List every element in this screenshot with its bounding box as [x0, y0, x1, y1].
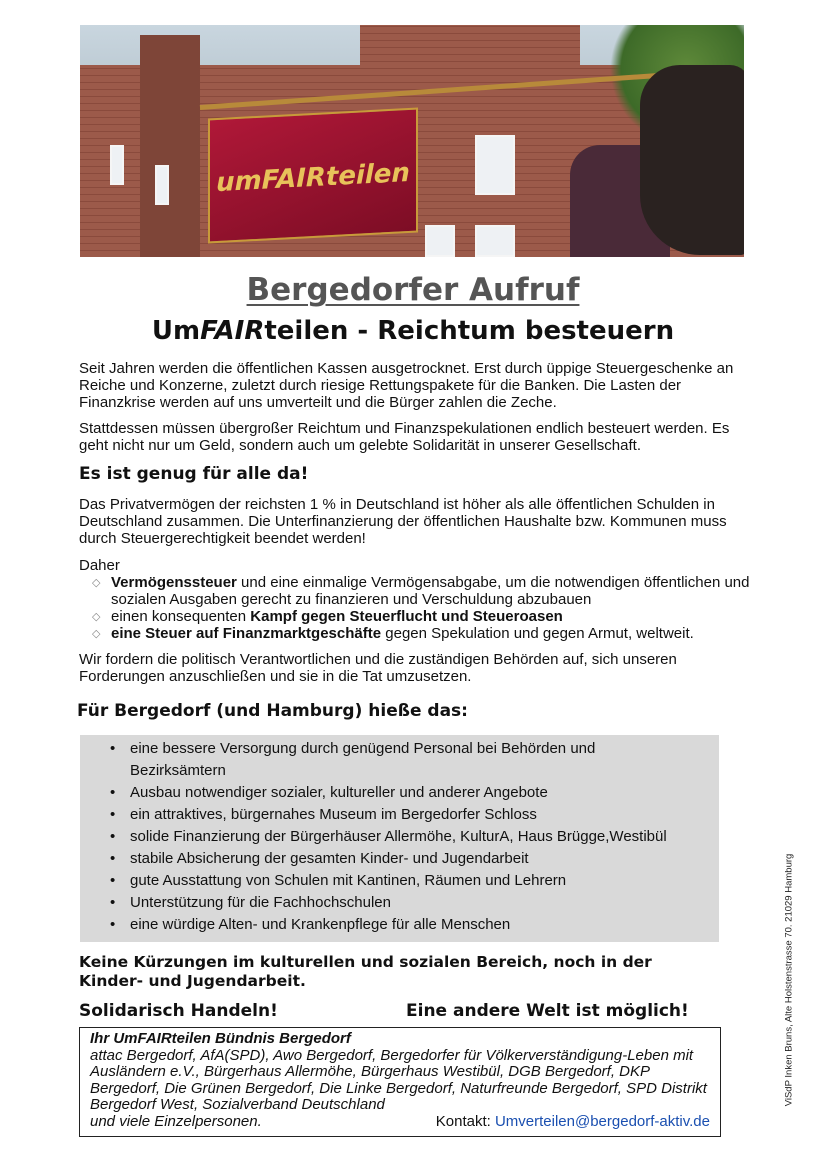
imprint-text: ViSdP Inken Bruns, Alte Holstenstrasse 70. 21029 Hamburg: [783, 853, 795, 1107]
alliance-box: [79, 1027, 721, 1137]
local-demands-list: [80, 735, 719, 942]
list-item: • stabile Absicherung der gesamten Kinder- und Jugendarbeit: [110, 848, 719, 870]
alliance-title: Ihr UmFAIRteilen Bündnis Bergedorf: [90, 1030, 351, 1047]
heading-bergedorf: Für Bergedorf (und Hamburg) hieße das:: [77, 701, 468, 721]
list-item: • ein attraktives, bürgernahes Museum im Bergedorfer Schloss: [110, 804, 719, 826]
demand-item: ◇ eine Steuer auf Finanzmarktgeschäfte gegen Spekulation und gegen Armut, weltweit.: [79, 625, 759, 642]
paragraph-privatvermoegen: Das Privatvermögen der reichsten 1 % in Deutschland ist höher als alle öffentlichen Schulden in Deutschland zusammen. Die Unterfinanzierung der öffentlichen Haushalte bzw. Kommunen muss durch Steuergerechtigkeit beendet werden!: [79, 496, 727, 547]
list-item: • gute Ausstattung von Schulen mit Kantinen, Räumen und Lehrern: [110, 870, 719, 892]
list-item: • eine bessere Versorgung durch genügend Personal bei Behörden und Bezirksämtern: [110, 738, 719, 782]
horse-image: [640, 65, 744, 255]
demands-section: [79, 557, 759, 642]
list-item: • solide Finanzierung der Bürgerhäuser Allermöhe, KulturA, Haus Brügge,Westibül: [110, 826, 719, 848]
intro-paragraph-1: Seit Jahren werden die öffentlichen Kassen ausgetrocknet. Erst durch üppige Steuergeschenke an Reiche und Konzerne, zuletzt durch riesige Rettungspakete für die Banken. Die Lasten der Finanzkrise werden auf uns umverteilt und die Bürger zahlen die Zeche.: [79, 360, 734, 411]
subtitle: UmFAIRteilen - Reichtum besteuern: [151, 316, 675, 346]
daher-label: Daher: [79, 557, 120, 574]
header-photo: [80, 25, 744, 257]
slogan-right: Eine andere Welt ist möglich!: [406, 1001, 689, 1021]
list-item: • Ausbau notwendiger sozialer, kultureller und anderer Angebote: [110, 782, 719, 804]
demand-item: ◇ einen konsequenten Kampf gegen Steuerflucht und Steueroasen: [79, 608, 759, 625]
paragraph-forderung: Wir fordern die politisch Verantwortlichen und die zuständigen Behörden auf, sich unseren Forderungen anzuschließen und sie in die Tat umzusetzen.: [79, 651, 677, 685]
contact-label: Kontakt:: [435, 1112, 495, 1130]
heading-genug: Es ist genug für alle da!: [79, 464, 309, 484]
slogan-left: Solidarisch Handeln!: [79, 1001, 278, 1021]
alliance-last: und viele Einzelpersonen.: [90, 1112, 262, 1130]
alliance-members: attac Bergedorf, AfA(SPD), Awo Bergedorf, Bergedorfer für Völkerverständigung-Leben mit Ausländern e.V., Bürgerhaus Allermöhe, Bürgerhaus Westibül, DGB Bergedorf, DKP Bergedorf, Die Grünen Bergedorf, Die Linke Bergedorf, Naturfreunde Bergedorf, SPD Distrikt Bergedorf West, Sozialverband Deutschland: [90, 1046, 707, 1113]
intro-paragraph-2: Stattdessen müssen übergroßer Reichtum und Finanzspekulationen endlich besteuert werden. Es geht nicht nur um Geld, sondern auch um gelebte Solidarität in unserer Gesellschaft.: [79, 420, 730, 454]
demand-item: ◇ Vermögenssteuer und eine einmalige Vermögensabgabe, um die notwendigen öffentlichen und sozialen Ausgaben gerecht zu finanzieren und Verschuldung abzubauen: [79, 574, 759, 608]
page-title: Bergedorfer Aufruf: [246, 272, 580, 308]
list-item: • eine würdige Alten- und Krankenpflege für alle Menschen: [110, 914, 719, 936]
demands-list: [79, 574, 759, 642]
banner-logo: umFAIRteilen: [208, 107, 418, 243]
no-cuts-statement: Keine Kürzungen im kulturellen und sozialen Bereich, noch in der Kinder- und Jugendarbeit.: [79, 953, 652, 990]
list-item: • Unterstützung für die Fachhochschulen: [110, 892, 719, 914]
contact-email-link[interactable]: Umverteilen@bergedorf-aktiv.de: [494, 1112, 710, 1130]
